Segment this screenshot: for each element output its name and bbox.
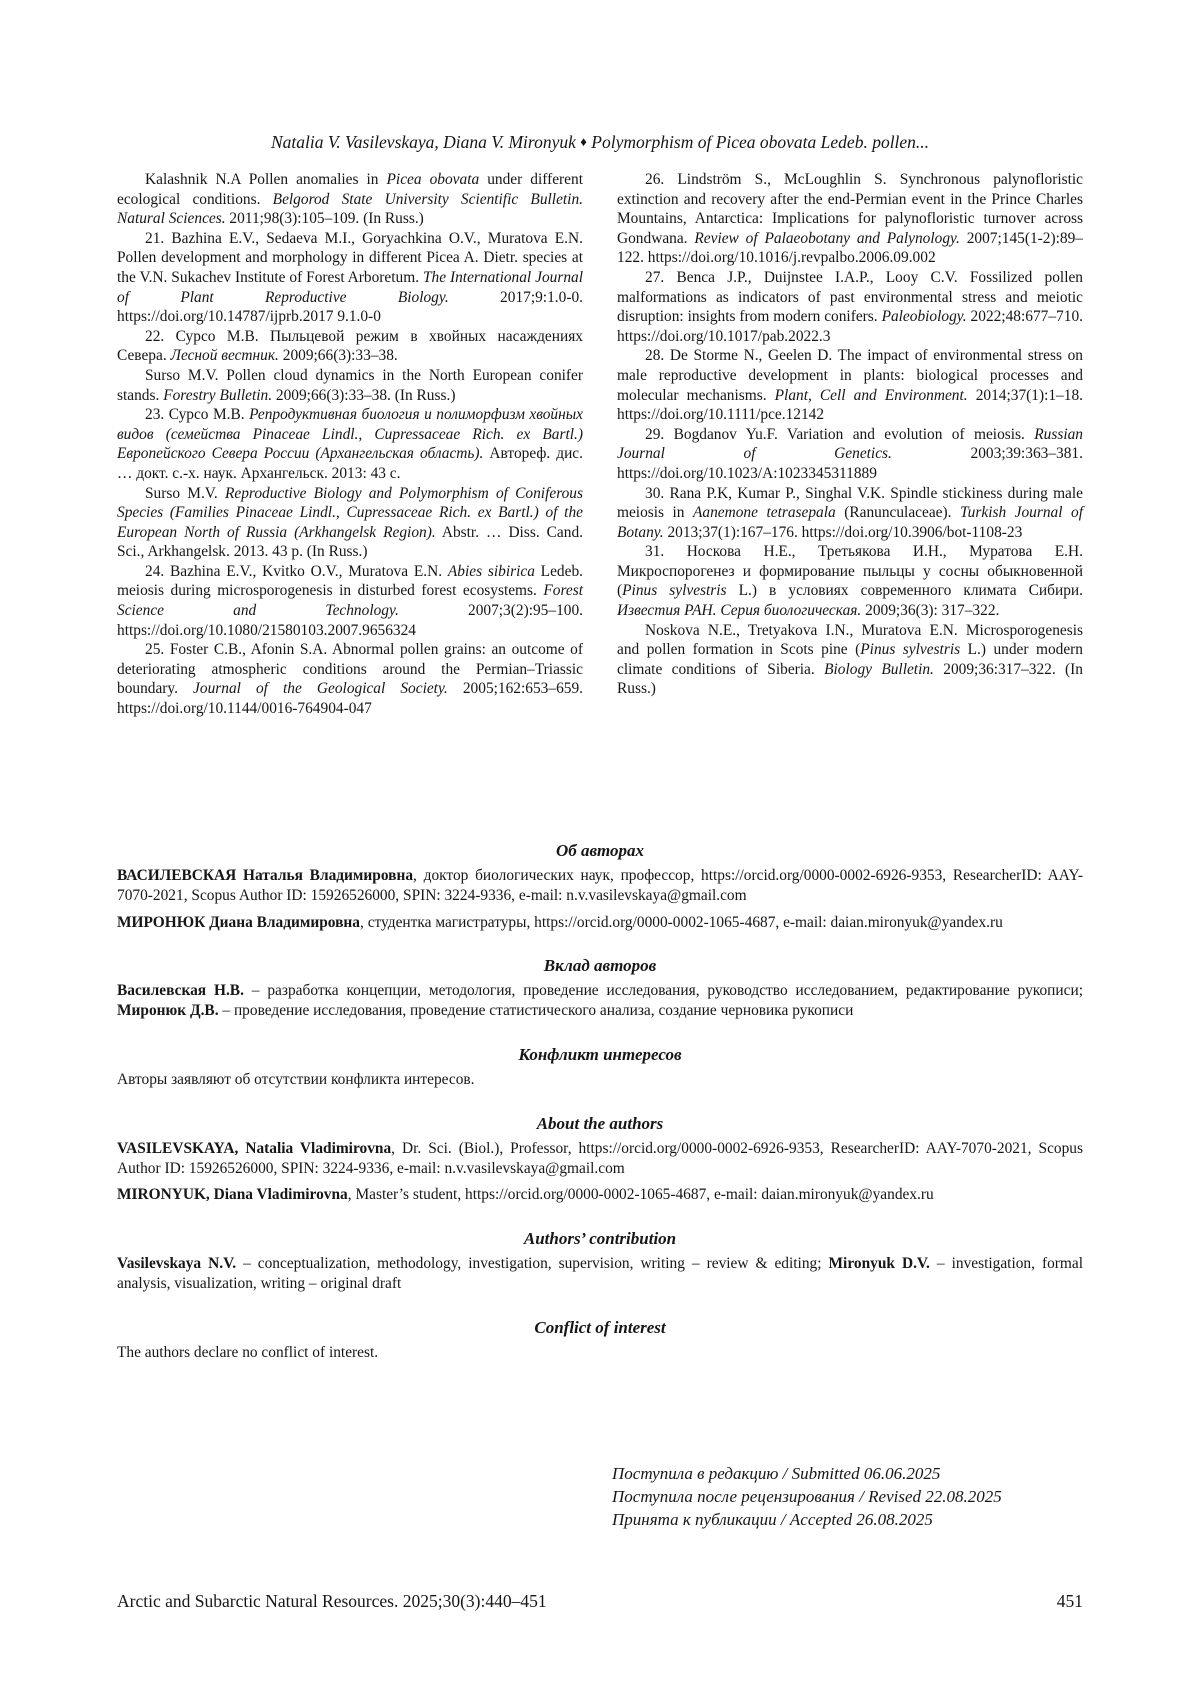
publication-dates: [612, 1462, 1002, 1531]
reference-list: [117, 170, 1083, 719]
italic-text: Review of Palaeobotany and Palynology.: [694, 229, 960, 247]
author-info-sections: [117, 840, 1083, 1386]
text-run: L.) в условиях современного климата Сибири.: [726, 582, 1083, 600]
text-run: 2014;37(1):1–18. https://doi.org/10.1111/pce.12142: [617, 386, 1083, 424]
italic-text: Belgorod State University Scientific Bulletin. Natural Sciences.: [117, 190, 583, 228]
header-title: Polymorphism of Picea obovata Ledeb. pollen...: [591, 132, 930, 152]
text-run: 2009;36(3): 317–322.: [861, 602, 1000, 620]
reference-ref-23-en: [117, 484, 583, 562]
bold-text: VASILEVSKAYA, Natalia Vladimirovna: [117, 1139, 392, 1157]
running-header: [0, 131, 1200, 153]
bold-text: ВАСИЛЕВСКАЯ Наталья Владимировна: [117, 867, 414, 884]
text-run: 30. Rana P.K, Kumar P., Singhal V.K. Spindle stickiness during male meiosis in: [617, 484, 1083, 522]
reference-ref-31: [617, 542, 1083, 620]
reference-column-left: [117, 170, 583, 719]
text-run: under different ecological conditions.: [117, 171, 583, 208]
section-title-conflict-ru: Конфликт интересов: [518, 1044, 682, 1064]
italic-text: Abies sibirica: [447, 562, 535, 580]
bold-text: Vasilevskaya N.V.: [117, 1255, 237, 1273]
text-run: 31. Носкова Н.Е., Третьякова И.Н., Муратова Е.Н. Микроспорогенез и формирование пыльцы у сосны обыкновенной (: [617, 543, 1083, 600]
italic-text: Russian Journal of Genetics.: [617, 425, 1083, 463]
italic-text: Pinus sylvestris: [622, 582, 727, 600]
author-mironyuk-en: [117, 1185, 1083, 1205]
italic-text: Forestry Bulletin.: [163, 386, 273, 404]
date-accepted: Принята к публикации / Accepted 26.08.2025: [612, 1510, 933, 1529]
text-run: 2017;9:1.0-0. https://doi.org/10.14787/ijprb.2017 9.1.0-0: [117, 288, 583, 326]
italic-text: Лесной вестник.: [170, 347, 279, 365]
text-run: , студентка магистратуры, https://orcid.org/0000-0002-1065-4687, e-mail: daian.mironyuk@yandex.ru: [360, 913, 1003, 931]
text-run: 21. Bazhina E.V., Sedaeva M.I., Goryachkina O.V., Muratova E.N. Pollen development and morphology in different Picea A. Dietr. species at the V.N. Sukachev Institute of Forest Arboretum.: [117, 229, 583, 286]
bold-text: Mironyuk D.V.: [828, 1255, 930, 1273]
text-run: (Ranunculaceae).: [835, 504, 960, 522]
italic-text: The International Journal of Plant Reproductive Biology.: [117, 268, 584, 306]
conflict-text-ru: [117, 1070, 1083, 1090]
contribution-text-en: [117, 1254, 1083, 1294]
bold-text: МИРОНЮК Диана Владимировна: [117, 913, 360, 931]
reference-ref-23: [117, 405, 583, 483]
conflict-text-en: [117, 1343, 1083, 1363]
text-run: Surso M.V.: [145, 484, 225, 502]
section-title-conflict-en: Conflict of interest: [534, 1317, 666, 1337]
text-run: Kalashnik N.A Pollen anomalies in: [145, 171, 387, 188]
italic-text: Journal of the Geological Society.: [193, 680, 448, 698]
text-run: 29. Bogdanov Yu.F. Variation and evolution of meiosis.: [645, 425, 1035, 443]
text-run: Surso M.V. Pollen cloud dynamics in the North European conifer stands.: [117, 366, 583, 404]
text-run: 2011;98(3):105–109. (In Russ.): [225, 210, 424, 228]
page-footer: [117, 1590, 1083, 1612]
italic-text: Pinus sylvestris: [860, 641, 961, 659]
reference-ref-25: [117, 640, 583, 718]
journal-citation: Arctic and Subarctic Natural Resources. 2025;30(3):440–451: [117, 1591, 547, 1611]
reference-ref-27: [617, 268, 1083, 346]
italic-text: Plant, Cell and Environment.: [774, 386, 968, 404]
reference-ref-22-en: [117, 366, 583, 405]
reference-column-right: [617, 170, 1083, 719]
text-run: Авторы заявляют об отсутствии конфликта интересов.: [117, 1070, 475, 1088]
diamond-separator-icon: ♦: [580, 134, 587, 149]
header-authors: Natalia V. Vasilevskaya, Diana V. Mironyuk: [270, 132, 576, 152]
contribution-text-ru: [117, 981, 1083, 1021]
bold-text: MIRONYUK, Diana Vladimirovna: [117, 1186, 348, 1204]
text-run: Ledeb. meiosis during microsporogenesis in disturbed forest ecosystems.: [117, 562, 583, 600]
italic-text: Biology Bulletin.: [824, 660, 934, 678]
text-run: 2022;48:677–710. https://doi.org/10.1017/pab.2022.3: [617, 308, 1083, 345]
reference-ref-29: [617, 425, 1083, 484]
text-run: – проведение исследования, проведение статистического анализа, создание черновика рукописи: [218, 1002, 854, 1020]
bold-text: Миронюк Д.В.: [117, 1002, 219, 1020]
reference-ref-21: [117, 229, 583, 327]
text-run: Noskova N.E., Tretyakova I.N., Muratova E.N. Microsporogenesis and pollen formation in Scots pine (: [617, 621, 1083, 659]
text-run: , Dr. Sci. (Biol.), Professor, https://orcid.org/0000-0002-6926-9353, ResearcherID: AAY-7070-2021, Scopus Author ID: 15926526000, SPIN: 3224-9336, e-mail: n.v.vasilevskaya@gmail.com: [117, 1139, 1083, 1177]
italic-text: Picea obovata: [386, 171, 480, 188]
text-run: L.) under modern climate conditions of Siberia.: [617, 641, 1083, 678]
text-run: 2009;66(3):33–38.: [278, 347, 398, 365]
text-run: 2009;36:317–322. (In Russ.): [617, 660, 1083, 698]
italic-text: Известия РАН. Серия биологическая.: [617, 602, 862, 620]
date-revised: Поступила после рецензирования / Revised 22.08.2025: [612, 1487, 1002, 1506]
text-run: 24. Bazhina E.V., Kvitko O.V., Muratova E.N.: [145, 562, 448, 580]
italic-text: Aanemone tetrasepala: [693, 504, 836, 522]
reference-ref-31-en: [617, 621, 1083, 699]
reference-ref-30: [617, 484, 1083, 543]
text-run: – conceptualization, methodology, investigation, supervision, writing – review & editing;: [236, 1255, 829, 1273]
reference-ref-26: [617, 170, 1083, 268]
reference-ref-22: [117, 327, 583, 366]
author-mironyuk-ru: [117, 913, 1083, 933]
text-run: 22. Сурсо М.В. Пыльцевой режим в хвойных насаждениях Севера.: [117, 327, 583, 365]
text-run: Автореф. дис. … докт. с.-х. наук. Архангельск. 2013: 43 с.: [117, 445, 583, 482]
text-run: 2013;37(1):167–176. https://doi.org/10.3906/bot-1108-23: [663, 523, 1023, 541]
text-run: 2009;66(3):33–38. (In Russ.): [272, 386, 456, 404]
reference-ref-28: [617, 346, 1083, 424]
date-submitted: Поступила в редакцию / Submitted 06.06.2025: [612, 1464, 941, 1483]
text-run: 2007;3(2):95–100. https://doi.org/10.1080/21580103.2007.9656324: [117, 602, 583, 639]
text-run: 2003;39:363–381. https://doi.org/10.1023/A:1023345311889: [617, 445, 1083, 482]
text-run: 2005;162:653–659. https://doi.org/10.1144/0016-764904-047: [117, 680, 583, 718]
section-title-about-authors-en: About the authors: [536, 1113, 664, 1133]
section-title-contribution-en: Authors’ contribution: [523, 1229, 677, 1249]
bold-text: Василевская Н.В.: [117, 982, 244, 1000]
text-run: The authors declare no conflict of interest.: [117, 1343, 379, 1361]
text-run: 27. Benca J.P., Duijnstee I.A.P., Looy C.V. Fossilized pollen malformations as indicators of past environmental stress and meiotic disruption: insights from modern conifers.: [617, 268, 1083, 326]
italic-text: Paleobiology.: [881, 308, 967, 326]
text-run: 23. Сурсо М.В.: [145, 406, 250, 424]
text-run: 28. De Storme N., Geelen D. The impact of environmental stress on male reproductive development in plants: biological processes and molecular mechanisms.: [617, 347, 1083, 404]
author-vasilevskaya-en: [117, 1139, 1083, 1179]
page-number: 451: [1056, 1591, 1083, 1611]
text-run: 2007;145(1-2):89–122. https://doi.org/10.1016/j.revpalbo.2006.09.002: [617, 229, 1083, 267]
reference-ref-24: [117, 562, 583, 640]
text-run: , доктор биологических наук, профессор, https://orcid.org/0000-0002-6926-9353, ResearcherID: AAY-7070-2021, Scopus Author ID: 15926526000, SPIN: 3224-9336, e-mail: n.v.vasilevskaya@gmail.com: [117, 867, 1083, 904]
section-title-contribution-ru: Вклад авторов: [543, 956, 657, 976]
italic-text: Репродуктивная биология и полиморфизм хвойных видов (семейства Pinaceae Lindl., Cupressaceae Rich. ex Bartl.) Европейского Севера России (Архангельская область).: [117, 406, 583, 463]
italic-text: Forest Science and Technology.: [117, 582, 583, 620]
italic-text: Turkish Journal of Botany.: [617, 504, 1084, 541]
author-vasilevskaya-ru: [117, 866, 1083, 906]
reference-ref-20-en: [117, 170, 583, 229]
text-run: 25. Foster C.B., Afonin S.A. Abnormal pollen grains: an outcome of deteriorating atmospheric conditions around the Permian–Triassic boundary.: [117, 641, 583, 698]
text-run: 26. Lindström S., McLoughlin S. Synchronous palynofloristic extinction and recovery after the end-Permian event in the Prince Charles Mountains, Antarctica: Implications for palynofloristic turnover across Gondwana.: [617, 171, 1083, 247]
section-title-about-authors-ru: Об авторах: [555, 841, 645, 860]
text-run: , Master’s student, https://orcid.org/0000-0002-1065-4687, e-mail: daian.mironyuk@yandex.ru: [347, 1186, 934, 1204]
text-run: – разработка концепции, методология, проведение исследования, руководство исследованием, редактирование рукописи;: [243, 982, 1083, 1000]
text-run: – investigation, formal analysis, visualization, writing – original draft: [117, 1255, 1083, 1292]
italic-text: Reproductive Biology and Polymorphism of Coniferous Species (Families Pinaceae Lindl., Cupressaceae Rich. ex Bartl.) of the European North of Russia (Arkhangelsk Region).: [117, 484, 583, 541]
text-run: Abstr. … Diss. Cand. Sci., Arkhangelsk. 2013. 43 p. (In Russ.): [117, 523, 583, 561]
